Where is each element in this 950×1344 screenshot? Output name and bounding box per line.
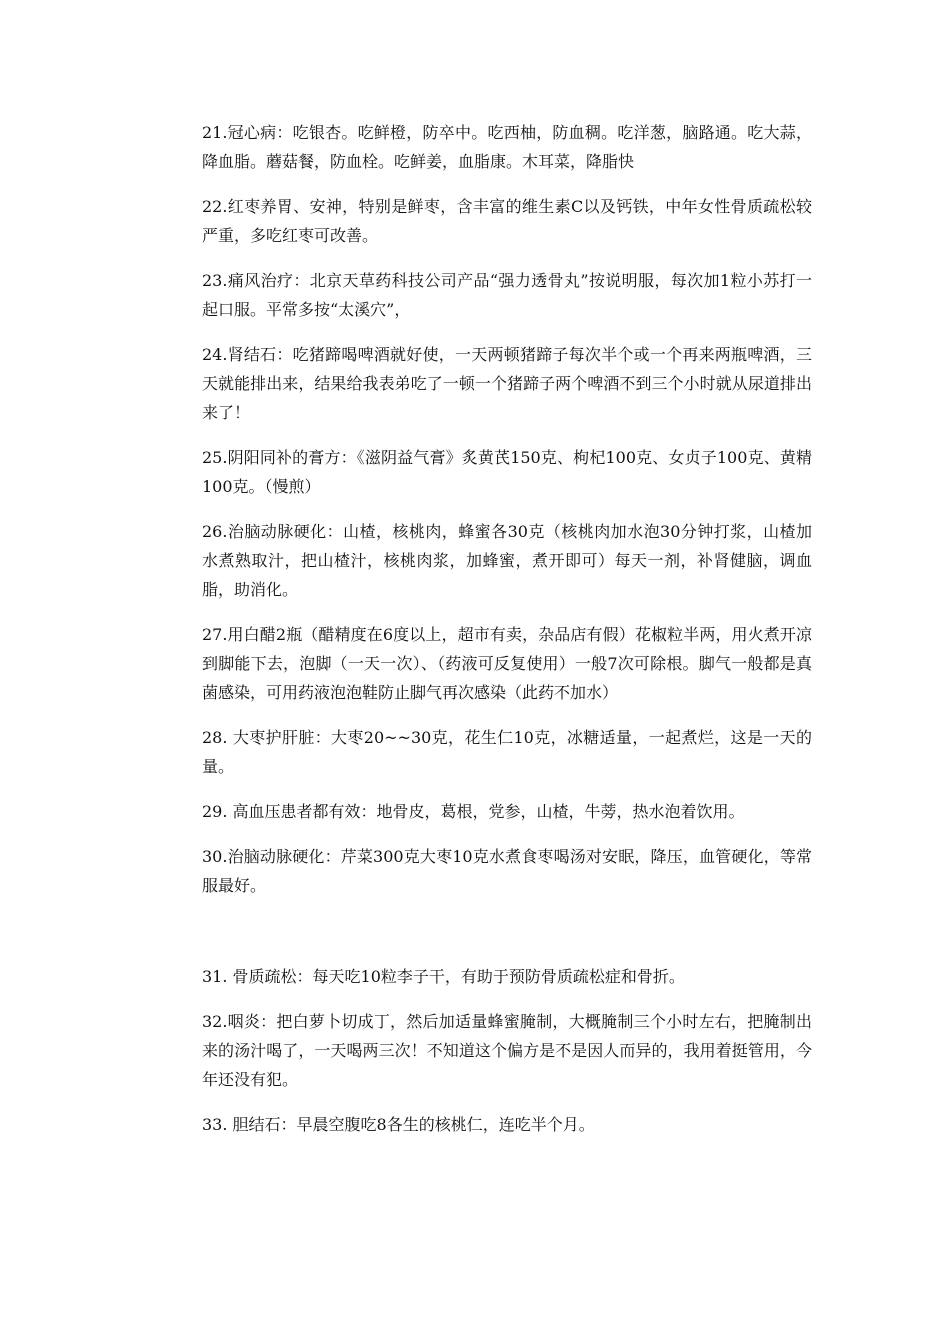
list-item: 21.冠心病：吃银杏。吃鲜橙，防卒中。吃西柚，防血稠。吃洋葱，脑路通。吃大蒜，降血脂。蘑菇餐，防血栓。吃鲜姜，血脂康。木耳菜，降脂快	[202, 123, 812, 171]
document-body	[202, 118, 812, 1155]
list-item: 24.肾结石：吃猪蹄喝啤酒就好使，一天两顿猪蹄子每次半个或一个再来两瓶啤酒，三天就能排出来，结果给我表弟吃了一顿一个猪蹄子两个啤酒不到三个小时就从尿道排出来了！	[202, 345, 812, 422]
list-item: 22.红枣养胃、安神，特别是鲜枣，含丰富的维生素C以及钙铁，中年女性骨质疏松较严重，多吃红枣可改善。	[202, 197, 812, 245]
list-item: 33. 胆结石：早晨空腹吃8各生的核桃仁，连吃半个月。	[202, 1115, 595, 1134]
list-item: 32.咽炎：把白萝卜切成丁，然后加适量蜂蜜腌制，大概腌制三个小时左右，把腌制出来的汤汁喝了，一天喝两三次！不知道这个偏方是不是因人而异的，我用着挺管用，今年还没有犯。	[202, 1012, 812, 1089]
list-item: 28. 大枣护肝脏：大枣20~~30克，花生仁10克，冰糖适量，一起煮烂，这是一天的量。	[202, 728, 812, 776]
list-item: 23.痛风治疗：北京天草药科技公司产品“强力透骨丸”按说明服，每次加1粒小苏打一起口服。平常多按“太溪穴”，	[202, 271, 812, 319]
list-item: 26.治脑动脉硬化：山楂，核桃肉，蜂蜜各30克（核桃肉加水泡30分钟打浆，山楂加水煮熟取汁，把山楂汁，核桃肉浆，加蜂蜜，煮开即可）每天一剂，补肾健脑，调血脂，助消化。	[202, 522, 812, 599]
list-item: 31. 骨质疏松：每天吃10粒李子干，有助于预防骨质疏松症和骨折。	[202, 967, 685, 986]
list-item: 29. 高血压患者都有效：地骨皮，葛根，党参，山楂，牛蒡，热水泡着饮用。	[202, 802, 745, 821]
list-item: 25.阴阳同补的膏方：《滋阴益气膏》炙黄芪150克、枸杞100克、女贞子100克、黄精100克。（慢煎）	[202, 448, 812, 496]
list-item: 27.用白醋2瓶（醋精度在6度以上，超市有卖，杂品店有假）花椒粒半两，用火煮开凉到脚能下去，泡脚（一天一次）、（药液可反复使用）一般7次可除根。脚气一般都是真菌感染，可用药液泡泡鞋防止脚气再次感染（此药不加水）	[202, 625, 812, 702]
list-item: 30.治脑动脉硬化：芹菜300克大枣10克水煮食枣喝汤对安眠，降压，血管硬化，等常服最好。	[202, 847, 812, 895]
